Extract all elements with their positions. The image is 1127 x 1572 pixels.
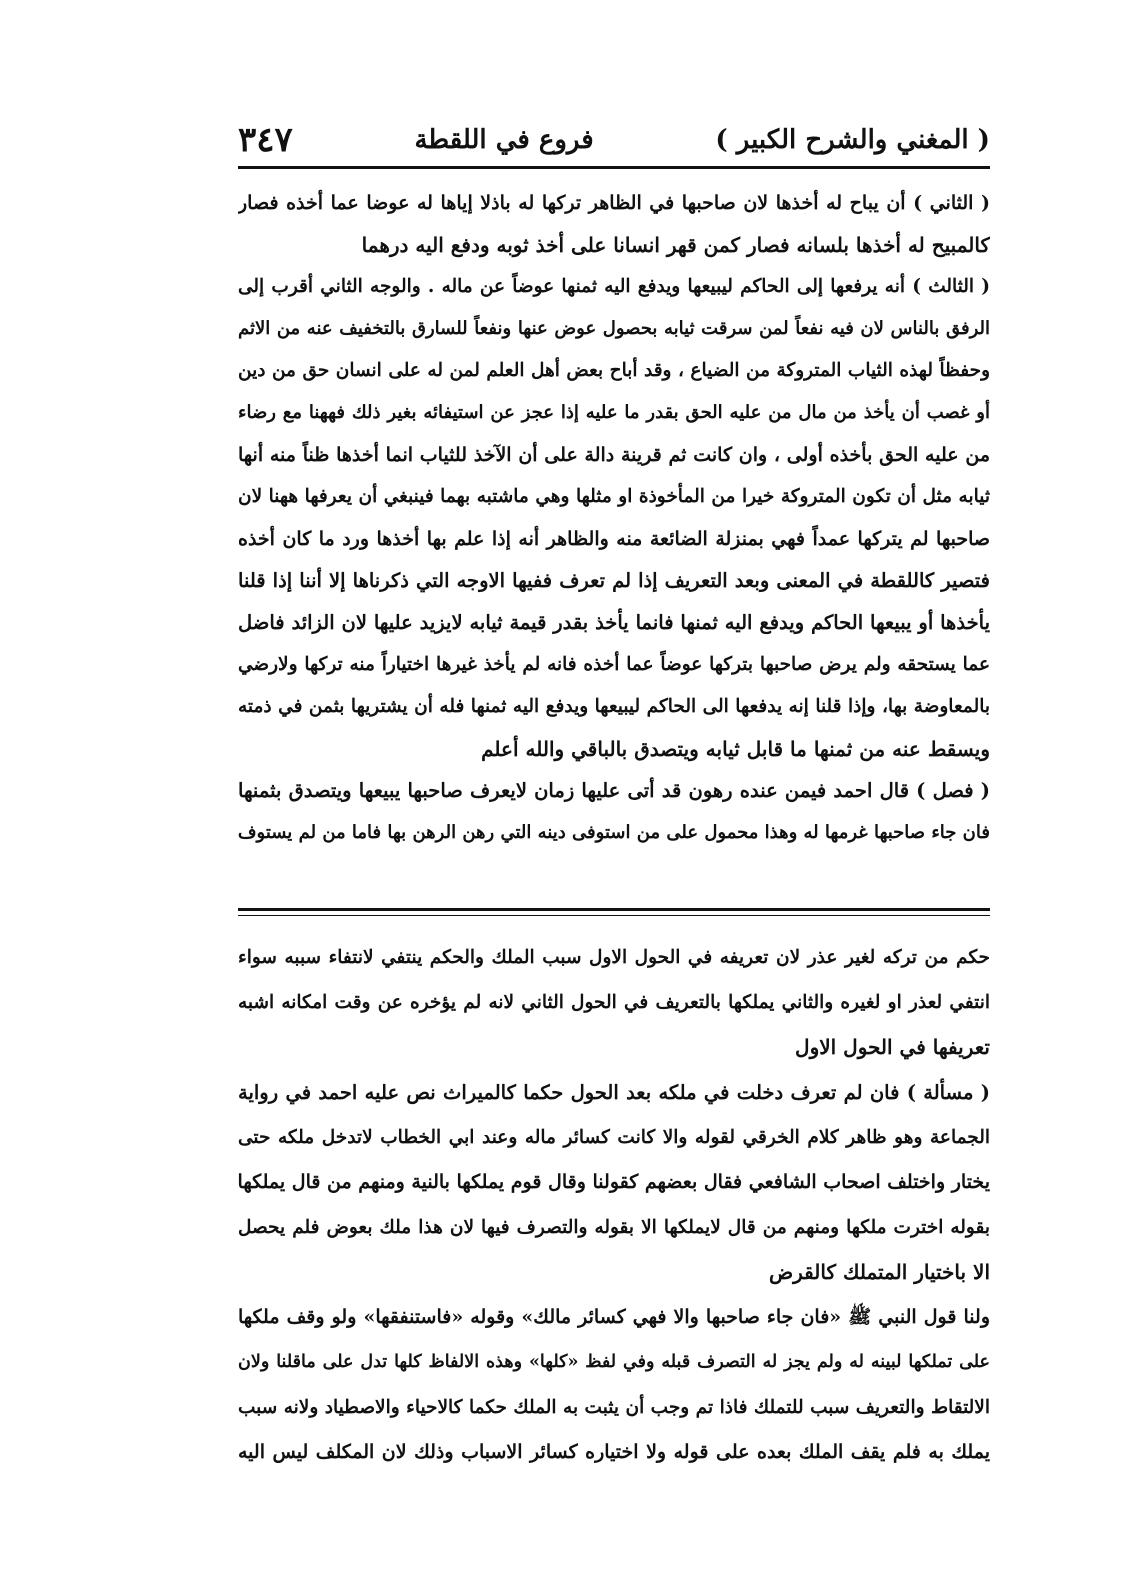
main-text-line: ثيابه مثل أن تكون المتروكة خيرا من المأخوذة او مثلها وهي ماشتبه بهما فينبغي أن يعرفها ههنا لان xyxy=(238,486,990,507)
commentary-text-line: الا باختيار المتملك كالقرض xyxy=(768,1260,990,1284)
main-text-line: وحفظاً لهذه الثياب المتروكة من الضياع ، وقد أباح بعض أهل العلم لمن له على انسان حق من دين xyxy=(238,360,990,381)
commentary-text-line: تعريفها في الحول الاول xyxy=(795,1035,990,1059)
main-text-line: ويسقط عنه من ثمنها ما قابل ثيابه ويتصدق بالباقي والله أعلم xyxy=(481,737,990,761)
commentary-text-line: بقوله اخترت ملكها ومنهم من قال لايملكها الا بقوله والتصرف فيها لان هذا ملك بعوض فلم يحصل xyxy=(238,1217,990,1238)
main-text-block xyxy=(238,182,990,854)
main-text-line: الرفق بالناس لان فيه نفعاً لمن سرقت ثيابه بحصول عوض عنها ونفعاً للسارق بالتخفيف عنه من الاثم xyxy=(238,318,990,339)
main-text-line: ( فصل ) قال احمد فيمن عنده رهون قد أتى عليها زمان لايعرف صاحبها يبيعها ويتصدق بثمنها xyxy=(238,779,990,802)
commentary-text-line: الالتقاط والتعريف سبب للتملك فاذا تم وجب أن يثبت به الملك حكما كالاحياء والاصطياد ولانه سبب xyxy=(238,1397,990,1418)
main-text-line: يأخذها أو يبيعها الحاكم ويدفع اليه ثمنها فانما يأخذ بقدر قيمة ثيابه لايزيد عليها لان الزائد فاضل xyxy=(238,611,990,634)
commentary-text-line: انتفي لعذر او لغيره والثاني يملكها بالتعريف في الحول الثاني لانه لم يؤخره عن وقت امكانه اشبه xyxy=(238,992,990,1013)
section-title: فروع في اللقطة xyxy=(414,125,594,155)
commentary-text-line: على تملكها لبينه له ولم يجز له التصرف قبله وفي لفظ «كلها» وهذه الالفاظ كلها تدل على ماقلنا ولان xyxy=(238,1352,990,1372)
header-rule xyxy=(238,166,990,169)
main-text-line: أو غصب أن يأخذ من مال من عليه الحق بقدر ما عليه إذا عجز عن استيفائه بغير ذلك فههنا مع رضاء xyxy=(238,402,990,423)
commentary-text-line: ولنا قول النبي ﷺ «فان جاء صاحبها والا فهي كسائر مالك» وقوله «فاستنفقها» ولو وقف ملكها xyxy=(238,1306,990,1328)
main-text-line: كالمبيح له أخذها بلسانه فصار كمن قهر انسانا على أخذ ثوبه ودفع اليه درهما xyxy=(361,233,990,257)
main-text-line: عما يستحقه ولم يرض صاحبها بتركها عوضاً عما أخذه فانه لم يأخذ غيرها اختياراً منه تركها ولارضي xyxy=(238,654,990,675)
commentary-text-block xyxy=(238,935,990,1475)
main-text-line: ( الثالث ) أنه يرفعها إلى الحاكم ليبيعها ويدفع اليه ثمنها عوضاً عن ماله . والوجه الثاني أقرب إلى xyxy=(238,276,990,297)
section-divider-rule-thin xyxy=(238,915,990,916)
page-number: ٣٤٧ xyxy=(238,120,293,160)
main-text-line: ( الثاني ) أن يباح له أخذها لان صاحبها في الظاهر تركها له باذلا إياها له عوضا عما أخذه فصار xyxy=(238,192,990,214)
main-text-line: من عليه الحق بأخذه أولى ، وان كانت ثم قرينة دالة على أن الآخذ للثياب انما أخذها ظناً منه أنها xyxy=(238,444,990,466)
commentary-text-line: ( مسألة ) فان لم تعرف دخلت في ملكه بعد الحول حكما كالميراث نص عليه احمد في رواية xyxy=(238,1081,990,1104)
main-text-line: فتصير كاللقطة في المعنى وبعد التعريف إذا لم تعرف ففيها الاوجه التي ذكرناها إلا أننا إذا قلنا xyxy=(238,569,990,592)
section-divider-rule xyxy=(238,908,990,911)
book-title: ( المغني والشرح الكبير ) xyxy=(715,125,990,155)
main-text-line: بالمعاوضة بها، وإذا قلنا إنه يدفعها الى الحاكم ليبيعها ويدفع اليه ثمنها فله أن يشتريها بثمن في ذمته xyxy=(238,696,990,717)
running-head xyxy=(238,118,990,162)
commentary-text-line: يملك به فلم يقف الملك بعده على قوله ولا اختياره كسائر الاسباب وذلك لان المكلف ليس اليه xyxy=(238,1441,990,1463)
main-text-line: صاحبها لم يتركها عمداً فهي بمنزلة الضائعة منه والظاهر أنه إذا علم بها أخذها ورد ما كان أخذه xyxy=(238,528,990,550)
commentary-text-line: الجماعة وهو ظاهر كلام الخرقي لقوله والا كانت كسائر ماله وعند ابي الخطاب لاتدخل ملكه حتى xyxy=(238,1127,990,1148)
commentary-text-line: حكم من تركه لغير عذر لان تعريفه في الحول الاول سبب الملك والحكم ينتفي لانتفاء سببه سواء xyxy=(238,947,990,968)
commentary-text-line: يختار واختلف اصحاب الشافعي فقال بعضهم كقولنا وقال قوم يملكها بالنية ومنهم من قال يملكها xyxy=(238,1171,990,1193)
main-text-line: فان جاء صاحبها غرمها له وهذا محمول على من استوفى دينه التي رهن الرهن بها فاما من لم يستوف xyxy=(238,822,990,843)
